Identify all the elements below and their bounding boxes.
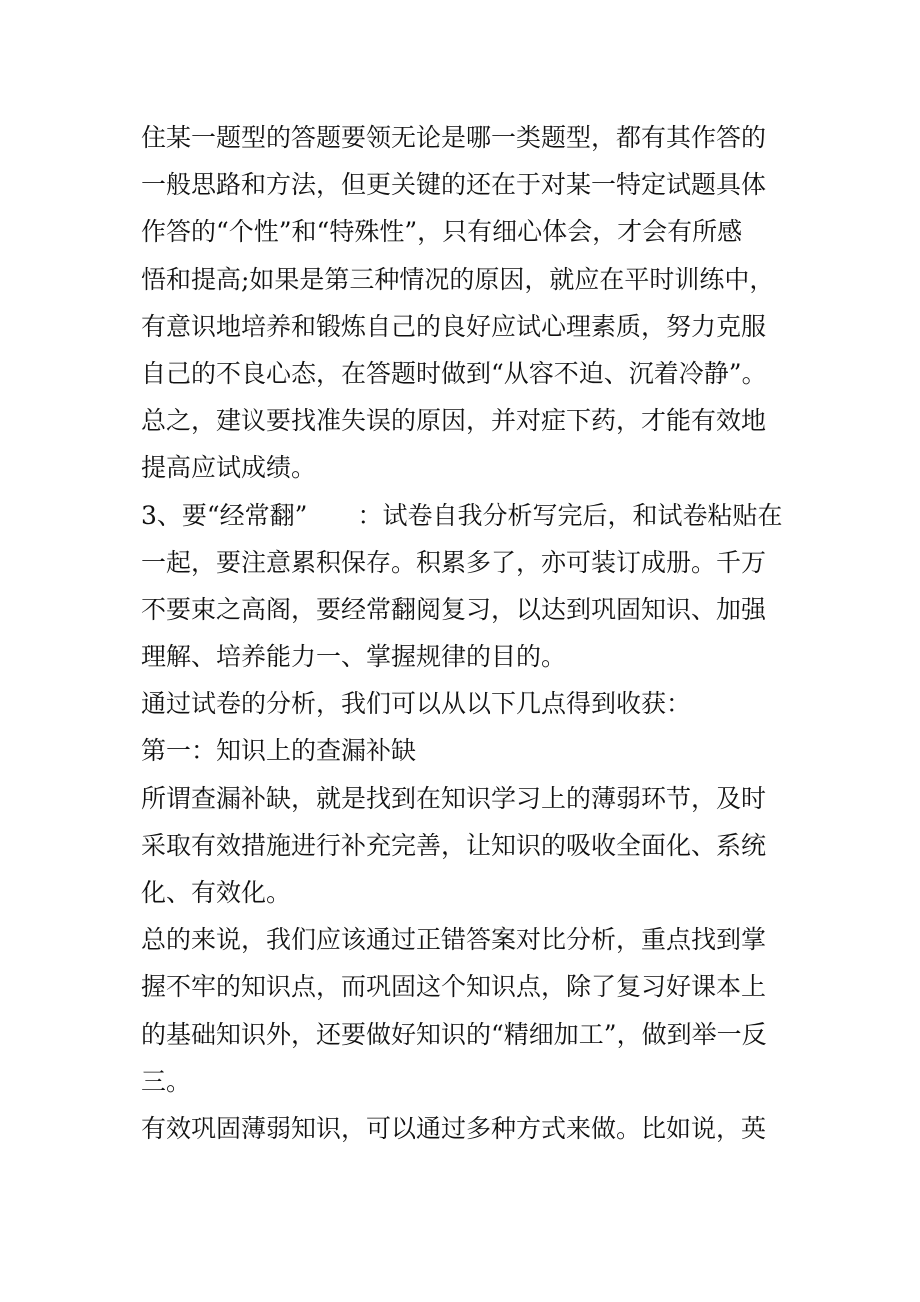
text-line-9: 3、要“经常翻” ：试卷自我分析写完后，和试卷粘贴在	[141, 500, 783, 530]
text-line-7: 总之，建议要找准失误的原因，并对症下药，才能有效地	[141, 406, 767, 436]
text-line-17: 化、有效化。	[141, 878, 292, 907]
text-line-13: 通过试卷的分析，我们可以从以下几点得到收获：	[141, 689, 692, 719]
text-line-18: 总的来说，我们应该通过正错答案对比分析，重点找到掌	[141, 925, 767, 955]
text-line-10: 一起，要注意累积保存。积累多了，亦可装订成册。千万	[141, 547, 767, 577]
text-line-11: 不要束之高阁，要经常翻阅复习，以达到巩固知识、加强	[141, 594, 767, 624]
text-line-19: 握不牢的知识点，而巩固这个知识点，除了复习好课本上	[141, 972, 767, 1002]
text-line-3: 作答的“个性”和“特殊性”，只有细心体会，才会有所感	[141, 217, 743, 247]
text-line-12: 理解、培养能力一、掌握规律的目的。	[141, 642, 567, 672]
text-line-4: 悟和提高;如果是第三种情况的原因，就应在平时训练中，	[141, 264, 775, 294]
text-line-2: 一般思路和方法，但更关键的还在于对某一特定试题具体	[141, 170, 767, 200]
text-line-22: 有效巩固薄弱知识，可以通过多种方式来做。比如说，英	[141, 1113, 767, 1143]
text-line-14: 第一：知识上的查漏补缺	[141, 736, 417, 766]
text-line-20: 的基础知识外，还要做好知识的“精细加工”，做到举一反	[141, 1019, 767, 1049]
document-body	[141, 114, 791, 1152]
text-line-6: 自己的不良心态，在答题时做到“从容不迫、沉着冷静”。	[141, 358, 767, 388]
text-line-15: 所谓查漏补缺，就是找到在知识学习上的薄弱环节，及时	[141, 783, 767, 813]
text-line-8: 提高应试成绩。	[141, 453, 317, 483]
text-line-1: 住某一题型的答题要领无论是哪一类题型，都有其作答的	[141, 123, 767, 152]
text-line-5: 有意识地培养和锻炼自己的良好应试心理素质，努力克服	[141, 311, 767, 341]
text-line-21: 三。	[141, 1066, 192, 1096]
text-line-16: 采取有效措施进行补充完善，让知识的吸收全面化、系统	[141, 830, 767, 860]
